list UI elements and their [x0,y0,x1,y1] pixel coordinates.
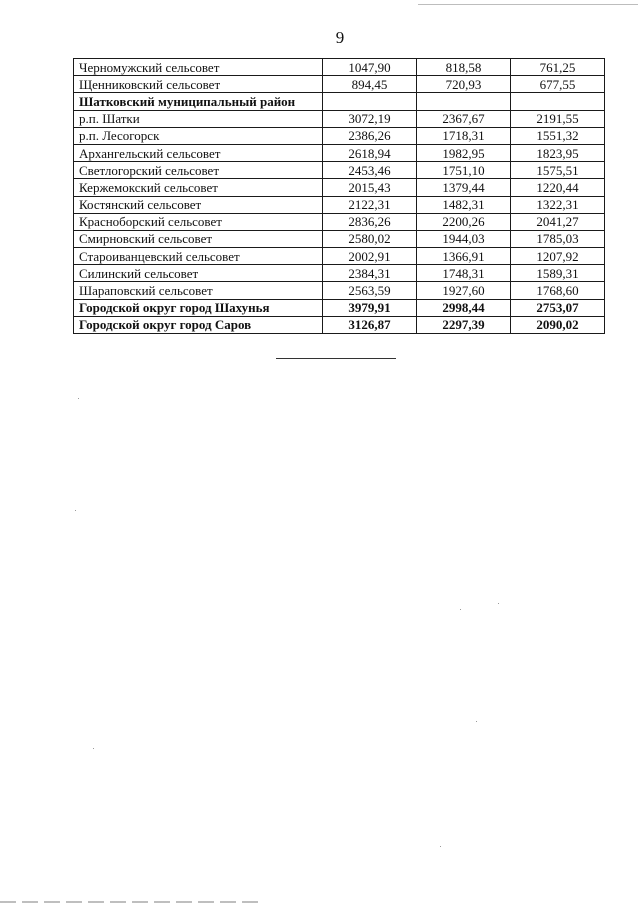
row-value-3-cell: 1575,51 [511,162,605,179]
row-value-1-cell: 2618,94 [323,144,417,161]
table-row [74,248,605,265]
table-row [74,230,605,247]
table-row [74,179,605,196]
row-value-1-cell: 2122,31 [323,196,417,213]
row-value-1-cell: 2563,59 [323,282,417,299]
row-name-cell: Шатковский муниципальный район [74,93,323,110]
scan-speck [498,603,499,604]
table-row [74,162,605,179]
row-value-3-cell: 2191,55 [511,110,605,127]
row-value-3-cell: 2041,27 [511,213,605,230]
row-name-cell: Смирновский сельсовет [74,230,323,247]
table-body [74,59,605,334]
row-value-2-cell: 2367,67 [417,110,511,127]
end-separator-line [276,358,396,359]
row-value-3-cell: 1220,44 [511,179,605,196]
row-value-3-cell: 1322,31 [511,196,605,213]
scan-bottom-edge [0,901,260,903]
scan-speck [460,609,461,610]
table-row [74,299,605,316]
row-value-3-cell: 2090,02 [511,316,605,333]
scan-speck [75,510,76,511]
row-value-2-cell: 1482,31 [417,196,511,213]
row-name-cell: Красноборский сельсовет [74,213,323,230]
row-name-cell: р.п. Лесогорск [74,127,323,144]
row-name-cell: Костянский сельсовет [74,196,323,213]
row-value-2-cell: 2297,39 [417,316,511,333]
row-value-1-cell: 2015,43 [323,179,417,196]
row-value-3-cell: 1823,95 [511,144,605,161]
row-value-2-cell: 1718,31 [417,127,511,144]
row-value-1-cell: 894,45 [323,76,417,93]
row-name-cell: Шараповский сельсовет [74,282,323,299]
table-row [74,213,605,230]
row-name-cell: Архангельский сельсовет [74,144,323,161]
row-value-2-cell: 2998,44 [417,299,511,316]
row-value-2-cell: 1366,91 [417,248,511,265]
row-value-3-cell [511,93,605,110]
table-row [74,76,605,93]
table-row [74,144,605,161]
scan-speck [440,846,441,847]
table-row [74,127,605,144]
table-row [74,282,605,299]
row-value-1-cell: 3126,87 [323,316,417,333]
row-name-cell: р.п. Шатки [74,110,323,127]
table-row [74,93,605,110]
row-name-cell: Светлогорский сельсовет [74,162,323,179]
row-value-1-cell: 2002,91 [323,248,417,265]
row-value-3-cell: 1785,03 [511,230,605,247]
row-name-cell: Городской округ город Саров [74,316,323,333]
tariff-table [73,58,605,334]
scan-speck [93,748,94,749]
row-value-1-cell: 2836,26 [323,213,417,230]
row-value-1-cell [323,93,417,110]
row-value-1-cell: 3072,19 [323,110,417,127]
row-value-1-cell: 2453,46 [323,162,417,179]
row-name-cell: Черномужский сельсовет [74,59,323,76]
row-name-cell: Силинский сельсовет [74,265,323,282]
row-value-2-cell: 1982,95 [417,144,511,161]
table-row [74,196,605,213]
row-value-2-cell: 1927,60 [417,282,511,299]
scan-top-edge [418,4,638,5]
row-name-cell: Щенниковский сельсовет [74,76,323,93]
row-value-3-cell: 1768,60 [511,282,605,299]
row-value-2-cell: 818,58 [417,59,511,76]
table-row [74,265,605,282]
table-row [74,59,605,76]
table-row [74,316,605,333]
row-value-3-cell: 761,25 [511,59,605,76]
row-value-2-cell: 2200,26 [417,213,511,230]
row-value-1-cell: 1047,90 [323,59,417,76]
row-value-1-cell: 3979,91 [323,299,417,316]
row-value-2-cell: 720,93 [417,76,511,93]
row-value-2-cell: 1748,31 [417,265,511,282]
row-value-3-cell: 1207,92 [511,248,605,265]
row-name-cell: Староиванцевский сельсовет [74,248,323,265]
row-value-1-cell: 2580,02 [323,230,417,247]
row-value-3-cell: 2753,07 [511,299,605,316]
row-value-1-cell: 2386,26 [323,127,417,144]
scan-speck [476,721,477,722]
row-value-3-cell: 1551,32 [511,127,605,144]
row-value-2-cell: 1944,03 [417,230,511,247]
page-number: 9 [335,28,345,47]
row-value-3-cell: 677,55 [511,76,605,93]
row-value-3-cell: 1589,31 [511,265,605,282]
row-name-cell: Кержемокский сельсовет [74,179,323,196]
row-value-2-cell: 1751,10 [417,162,511,179]
row-value-1-cell: 2384,31 [323,265,417,282]
row-value-2-cell: 1379,44 [417,179,511,196]
table-row [74,110,605,127]
row-name-cell: Городской округ город Шахунья [74,299,323,316]
scan-speck [78,398,79,399]
row-value-2-cell [417,93,511,110]
